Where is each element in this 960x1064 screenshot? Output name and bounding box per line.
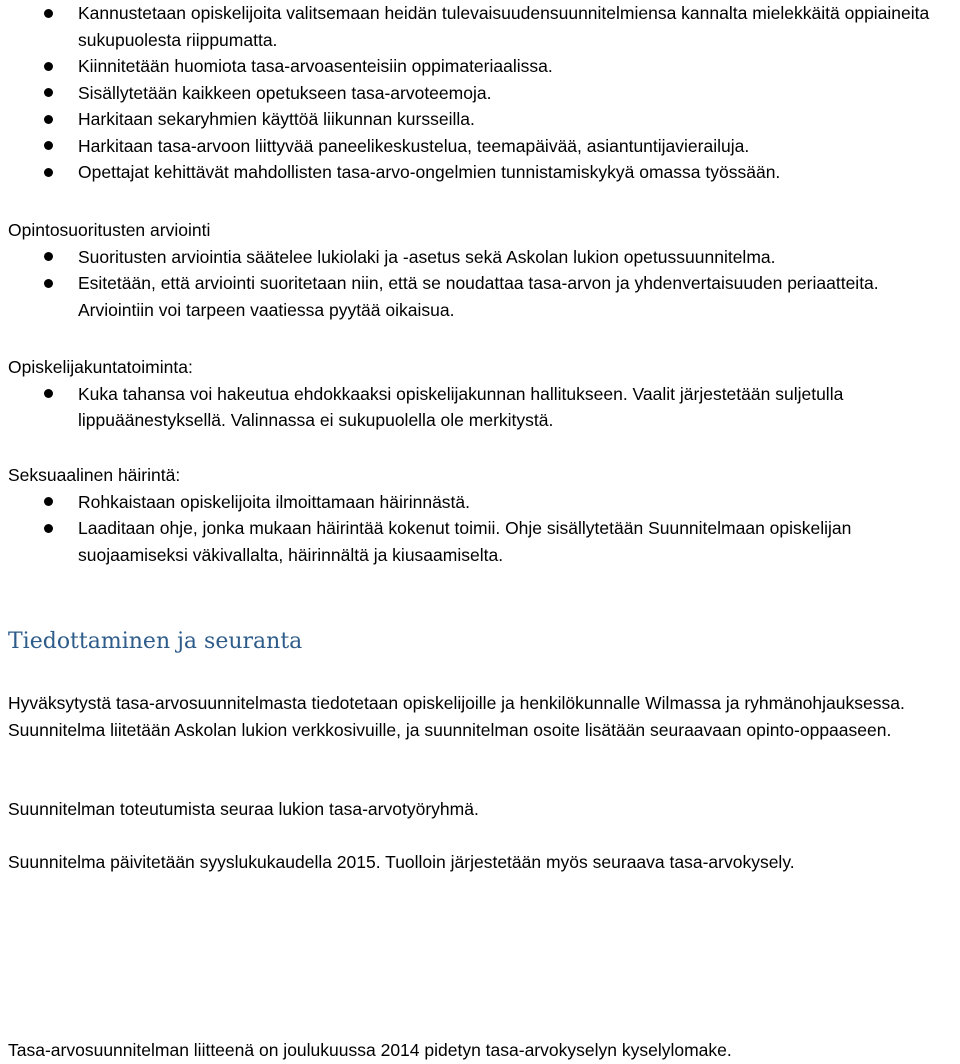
list-item-text: Opettajat kehittävät mahdollisten tasa-arvo-ongelmien tunnistamiskykyä omassa työssään.: [78, 162, 781, 182]
bullet-icon: [44, 252, 53, 261]
bullet-icon: [44, 168, 53, 177]
bullet-icon: [44, 62, 53, 71]
list-item: [0, 244, 960, 271]
list-item: [0, 80, 960, 107]
section-opintosuoritusten-arviointi: [0, 220, 960, 323]
list-item: [0, 515, 960, 568]
list-item: [0, 106, 960, 133]
bullet-icon: [44, 88, 53, 97]
list-item-text: Rohkaistaan opiskelijoita ilmoittamaan häirinnästä.: [78, 491, 471, 512]
list-item-text: Sisällytetään kaikkeen opetukseen tasa-arvoteemoja.: [78, 82, 492, 103]
paragraph: Hyväksytystä tasa-arvosuunnitelmasta tiedotetaan opiskelijoille ja henkilökunnalle Wilmassa ja ryhmänohjauksessa. Suunnitelma liitetään Askolan lukion verkkosivuille, ja suunnitelman osoite lisätään seuraavaan opinto-oppaaseen.: [8, 693, 905, 740]
section-seksuaalinen-hairinta: [0, 465, 960, 568]
list-item-text: Harkitaan sekaryhmien käyttöä liikunnan kursseilla.: [78, 109, 475, 129]
section-heading: Seksuaalinen häirintä:: [8, 465, 181, 485]
list-item-text: Kannustetaan opiskelijoita valitsemaan heidän tulevaisuudensuunnitelmiensa kannalta mielekkäitä oppiaineita sukupuolesta riippumatta.: [78, 3, 930, 50]
list-item: [0, 53, 960, 80]
section-title-tiedottaminen: Tiedottaminen ja seuranta: [8, 629, 303, 654]
bullet-icon: [44, 497, 53, 506]
intro-bullet-list: [0, 0, 960, 186]
bullet-icon: [44, 524, 53, 533]
footer-note: Tasa-arvosuunnitelman liitteenä on joulukuussa 2014 pidetyn tasa-arvokyselyn kyselylomake.: [8, 1040, 732, 1060]
bullet-icon: [44, 9, 53, 18]
list-item: [0, 159, 960, 186]
list-item-text: Laaditaan ohje, jonka mukaan häirintää kokenut toimii. Ohje sisällytetään Suunnitelmaan opiskelijan suojaamiseksi väkivallalta, häirinnältä ja kiusaamiselta.: [78, 518, 852, 565]
section-heading: Opiskelijakuntatoiminta:: [8, 357, 193, 377]
list-item-text: Esitetään, että arviointi suoritetaan niin, että se noudattaa tasa-arvon ja yhdenvertaisuuden periaatteita. Arviointiin voi tarpeen vaatiessa pyytää oikaisua.: [78, 273, 879, 320]
bullet-icon: [44, 141, 53, 150]
list-item-text: Kuka tahansa voi hakeutua ehdokkaaksi opiskelijakunnan hallitukseen. Vaalit järjestetään suljetulla lippuäänestyksellä. Valinnassa ei sukupuolella ole merkitystä.: [78, 383, 844, 430]
list-item-text: Kiinnitetään huomiota tasa-arvoasenteisiin oppimateriaalissa.: [78, 56, 553, 76]
list-item: [0, 270, 960, 323]
section-opiskelijakuntatoiminta: [0, 357, 960, 434]
list-item: [0, 0, 960, 53]
section-heading: Opintosuoritusten arviointi: [8, 220, 211, 240]
paragraph: Suunnitelman toteutumista seuraa lukion tasa-arvotyöryhmä.: [8, 799, 479, 819]
list-item: [0, 133, 960, 160]
bullet-icon: [44, 115, 53, 124]
list-item: [0, 381, 960, 434]
list-item-text: Harkitaan tasa-arvoon liittyvää paneelikeskustelua, teemapäivää, asiantuntijavierailuja.: [78, 135, 750, 156]
list-item: [0, 489, 960, 516]
paragraph: Suunnitelma päivitetään syyslukukaudella 2015. Tuolloin järjestetään myös seuraava tasa-arvokysely.: [8, 852, 795, 872]
bullet-icon: [44, 389, 53, 398]
bullet-icon: [44, 279, 53, 288]
list-item-text: Suoritusten arviointia säätelee lukiolaki ja -asetus sekä Askolan lukion opetussuunnitelma.: [78, 246, 776, 267]
